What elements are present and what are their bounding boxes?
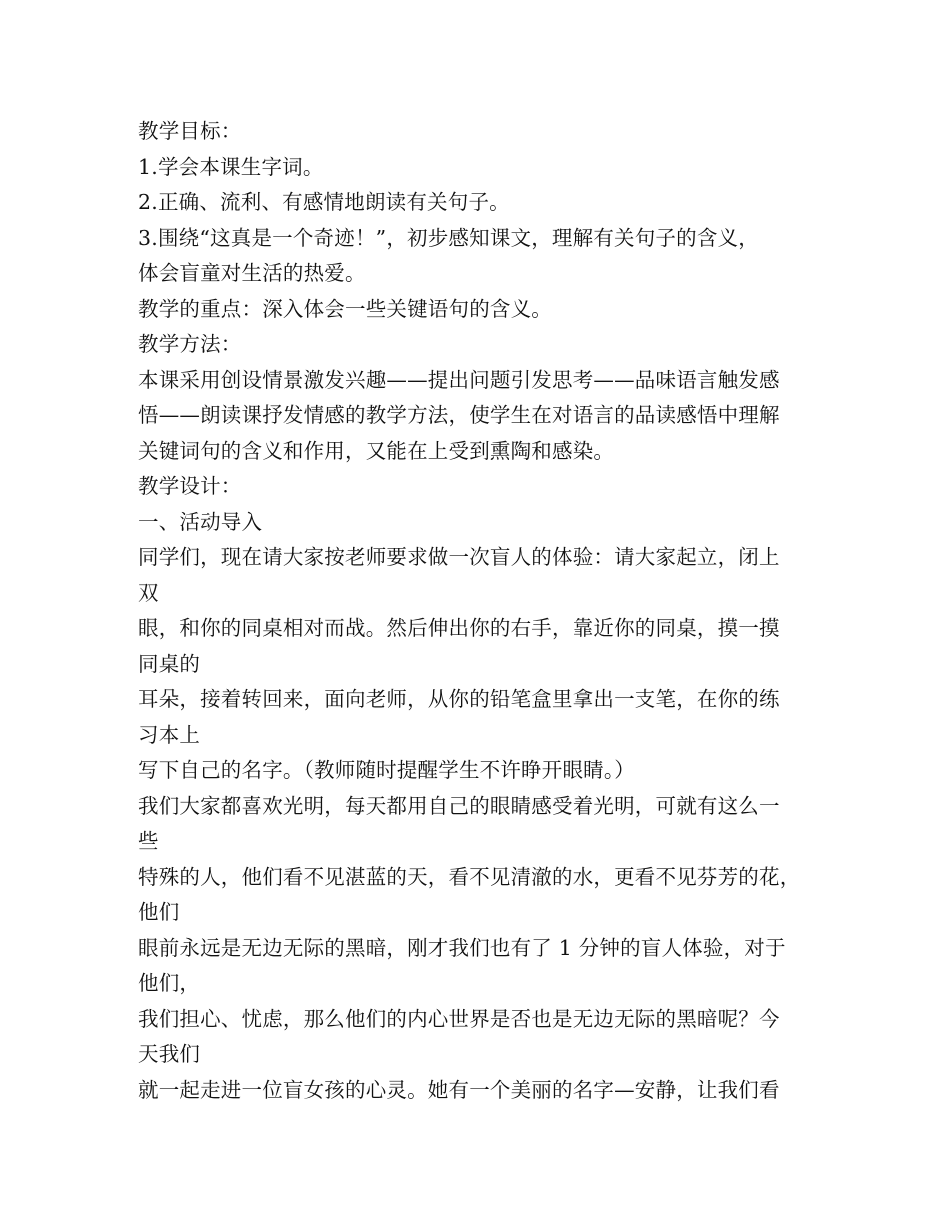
goal-item-2: 2.正确、流利、有感情地朗读有关句子。 (138, 190, 510, 214)
body-text-line: 双 (138, 580, 159, 605)
body-text-line: 同桌的 (138, 651, 201, 676)
body-text-line: 眼，和你的同桌相对而战。然后伸出你的右手，靠近你的同桌，摸一摸 (138, 616, 780, 640)
heading-teaching-goals: 教学目标： (138, 119, 242, 143)
body-text-line: 习本上 (138, 722, 201, 747)
body-text-line: 天我们 (138, 1042, 201, 1066)
body-text-line: 特殊的人，他们看不见湛蓝的天，看不见清澈的水，更看不见芬芳的花， (138, 864, 801, 889)
teaching-focus: 教学的重点：深入体会一些关键语句的含义。 (138, 296, 552, 321)
goal-item-3: 3.围绕“这真是一个奇迹！”，初步感知课文，理解有关句子的含义， (138, 225, 759, 250)
method-text-line: 悟——朗读课抒发情感的教学方法，使学生在对语言的品读感悟中理解 (138, 403, 780, 427)
section-heading-activity-intro: 一、活动导入 (138, 509, 263, 534)
body-text-line: 同学们，现在请大家按老师要求做一次盲人的体验：请大家起立，闭上 (138, 545, 780, 569)
method-text-line: 关键词句的含义和作用，又能在上受到熏陶和感染。 (138, 438, 615, 463)
goal-item-3-cont: 体会盲童对生活的热爱。 (138, 261, 366, 285)
body-text-line: 我们大家都喜欢光明，每天都用自己的眼睛感受着光明，可就有这么一 (138, 793, 780, 818)
heading-teaching-method: 教学方法： (138, 332, 242, 356)
body-text-line: 耳朵，接着转回来，面向老师，从你的铅笔盒里拿出一支笔，在你的练 (138, 687, 780, 711)
body-text-line: 他们 (138, 900, 180, 924)
heading-teaching-design: 教学设计： (138, 474, 242, 498)
body-text-line: 眼前永远是无边无际的黑暗，刚才我们也有了 1 分钟的盲人体验，对于 (138, 935, 786, 960)
method-text-line: 本课采用创设情景激发兴趣——提出问题引发思考——品味语言触发感 (138, 367, 780, 392)
body-text-line: 就一起走进一位盲女孩的心灵。她有一个美丽的名字—安静，让我们看 (138, 1077, 780, 1102)
body-text-line: 我们担心、忧虑，那么他们的内心世界是否也是无边无际的黑暗呢？今 (138, 1006, 780, 1031)
goal-item-1: 1.学会本课生字词。 (138, 154, 324, 179)
body-text-line: 些 (138, 829, 159, 853)
body-text-line: 他们， (138, 971, 201, 995)
document-body (138, 114, 828, 1108)
body-text-line: 写下自己的名字。（教师随时提醒学生不许睁开眼睛。） (138, 758, 635, 782)
